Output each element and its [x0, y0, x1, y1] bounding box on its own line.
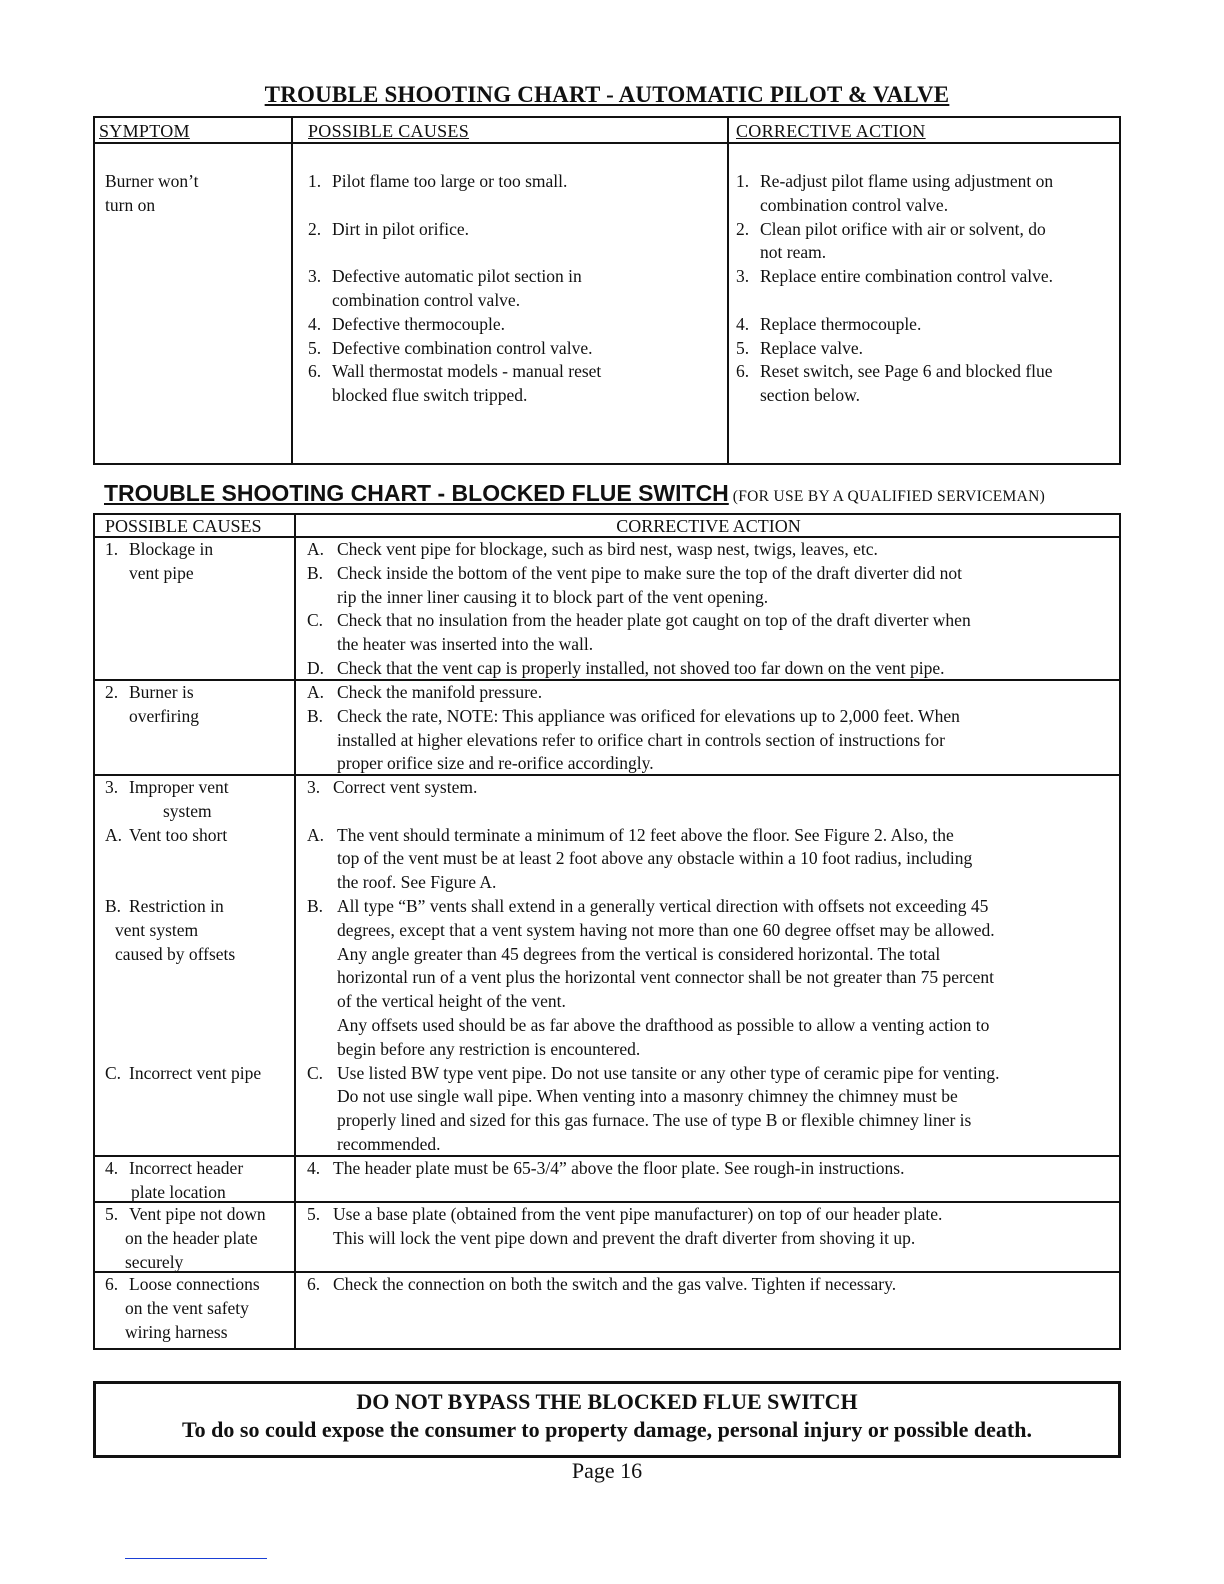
cause-item: 6. Wall thermostat models - manual reset blocked flue switch tripped. [308, 361, 602, 406]
symptom-line: turn on [105, 194, 156, 215]
cause-item: 5. Defective combination control valve. [308, 337, 593, 358]
pilot-valve-table [93, 116, 1121, 465]
cause-item: 2. Dirt in pilot orifice. [308, 218, 470, 239]
table-row-cause: 6. Loose connections on the vent safety wiring harness [105, 1274, 260, 1342]
cause-item: 4. Defective thermocouple. [308, 313, 505, 334]
header-symptom: SYMPTOM [99, 121, 190, 141]
action-item: 6. Reset switch, see Page 6 and blocked flue section below. [736, 361, 1053, 406]
header-possible-causes: POSSIBLE CAUSES [308, 121, 470, 141]
blocked-flue-table [93, 513, 1121, 1350]
action-item: 4. Replace thermocouple. [736, 313, 922, 334]
page-number: Page 16 [571, 1458, 643, 1483]
table-row-cause: 5. Vent pipe not down on the header plate securely [105, 1204, 266, 1272]
table-row-action: 6. Check the connection on both the switch and the gas valve. Tighten if necessary. [307, 1274, 897, 1294]
divider [125, 1558, 267, 1559]
table-row-action: 5. Use a base plate (obtained from the vent pipe manufacturer) on top of our header plate. This will lock the vent pipe down and prevent the draft diverter from shoving it up. [307, 1204, 943, 1248]
flue-chart-title-main: TROUBLE SHOOTING CHART - BLOCKED FLUE SWITCH [104, 480, 729, 506]
warning-box [93, 1381, 1121, 1458]
header-corrective-action: CORRECTIVE ACTION [616, 516, 801, 536]
symptom-line: Burner won’t [105, 171, 199, 191]
table-header [95, 118, 1119, 144]
warning-text: To do so could expose the consumer to property damage, personal injury or possible death. [182, 1417, 1032, 1442]
column-divider [727, 118, 729, 463]
table-row-action: 3. Correct vent system. A. The vent should terminate a minimum of 12 feet above the floor. See Figure 2. Also, the top of the vent must be at least 2 foot above any obstacle within a 10 foot radius, including the roof. See Figure A. B. All type “B” vents shall extend in a generally vertical direction with offsets not exceeding 45 degrees, except that a vent system having not more than one 60 degree offset may be allowed. Any angle greater than 45 degrees from the vertical is considered horizontal. The total horizontal run of a vent plus the horizontal vent connector shall be not greater than 75 percent of the vertical height of the vent. Any offsets used should be as far above the drafthood as possible to allow a venting action to begin before any restriction is encountered. C. Use listed BW type vent pipe. Do not use tansite or any other type of ceramic pipe for venting. Do not use single wall pipe. When venting into a masonry chimney the chimney must be properly lined and sized for this gas furnace. The use of type B or flexible chimney liner is recommended. [307, 777, 1000, 1154]
table-row-action: A. Check the manifold pressure. B. Check the rate, NOTE: This appliance was orificed for elevations up to 2,000 feet. When installed at higher elevations refer to orifice chart in controls section of instructions for proper orifice size and re-orifice accordingly. [307, 682, 960, 774]
warning-heading: DO NOT BYPASS THE BLOCKED FLUE SWITCH [356, 1389, 858, 1414]
action-item: 5. Replace valve. [736, 337, 864, 358]
symptom-cell [105, 170, 285, 218]
causes-cell [308, 170, 718, 408]
header-possible-causes: POSSIBLE CAUSES [105, 516, 262, 536]
table-row-cause: 2. Burner is overfiring [105, 682, 199, 726]
column-divider [291, 118, 293, 463]
column-divider [294, 515, 296, 1348]
action-item: 1. Re-adjust pilot flame using adjustment on combination control valve. [736, 171, 1054, 215]
table-row-cause: 1. Blockage in vent pipe [105, 539, 214, 583]
table-row-action: 4. The header plate must be 65-3/4” above the floor plate. See rough-in instructions. [307, 1158, 905, 1178]
table-row-action: A. Check vent pipe for blockage, such as bird nest, wasp nest, twigs, leaves, etc. B. Check inside the bottom of the vent pipe to make sure the top of the draft diverter did not rip the inner liner causing it to block part of the vent opening. C. Check that no insulation from the header plate got caught on top of the draft diverter when the heater was inserted into the wall. D. Check that the vent cap is properly installed, not shoved too far down on the vent pipe. [307, 539, 971, 678]
action-item: 2. Clean pilot orifice with air or solvent, do not ream. [736, 218, 1046, 263]
flue-chart-title [104, 480, 1045, 507]
pilot-chart-title: TROUBLE SHOOTING CHART - AUTOMATIC PILOT & VALVE [264, 82, 950, 107]
header-corrective-action: CORRECTIVE ACTION [736, 121, 926, 141]
table-row-cause: 4. Incorrect header plate location [105, 1158, 244, 1202]
action-item: 3. Replace entire combination control valve. [736, 266, 1054, 287]
cause-item: 3. Defective automatic pilot section in combination control valve. [308, 266, 582, 310]
table-row-cause: 3. Improper vent system A. Vent too short B. Restriction in vent system caused by offsets C. Incorrect vent pipe [105, 777, 262, 1083]
cause-item: 1. Pilot flame too large or too small. [308, 171, 568, 191]
actions-cell [736, 170, 1116, 408]
flue-chart-subtitle: (FOR USE BY A QUALIFIED SERVICEMAN) [732, 488, 1046, 505]
